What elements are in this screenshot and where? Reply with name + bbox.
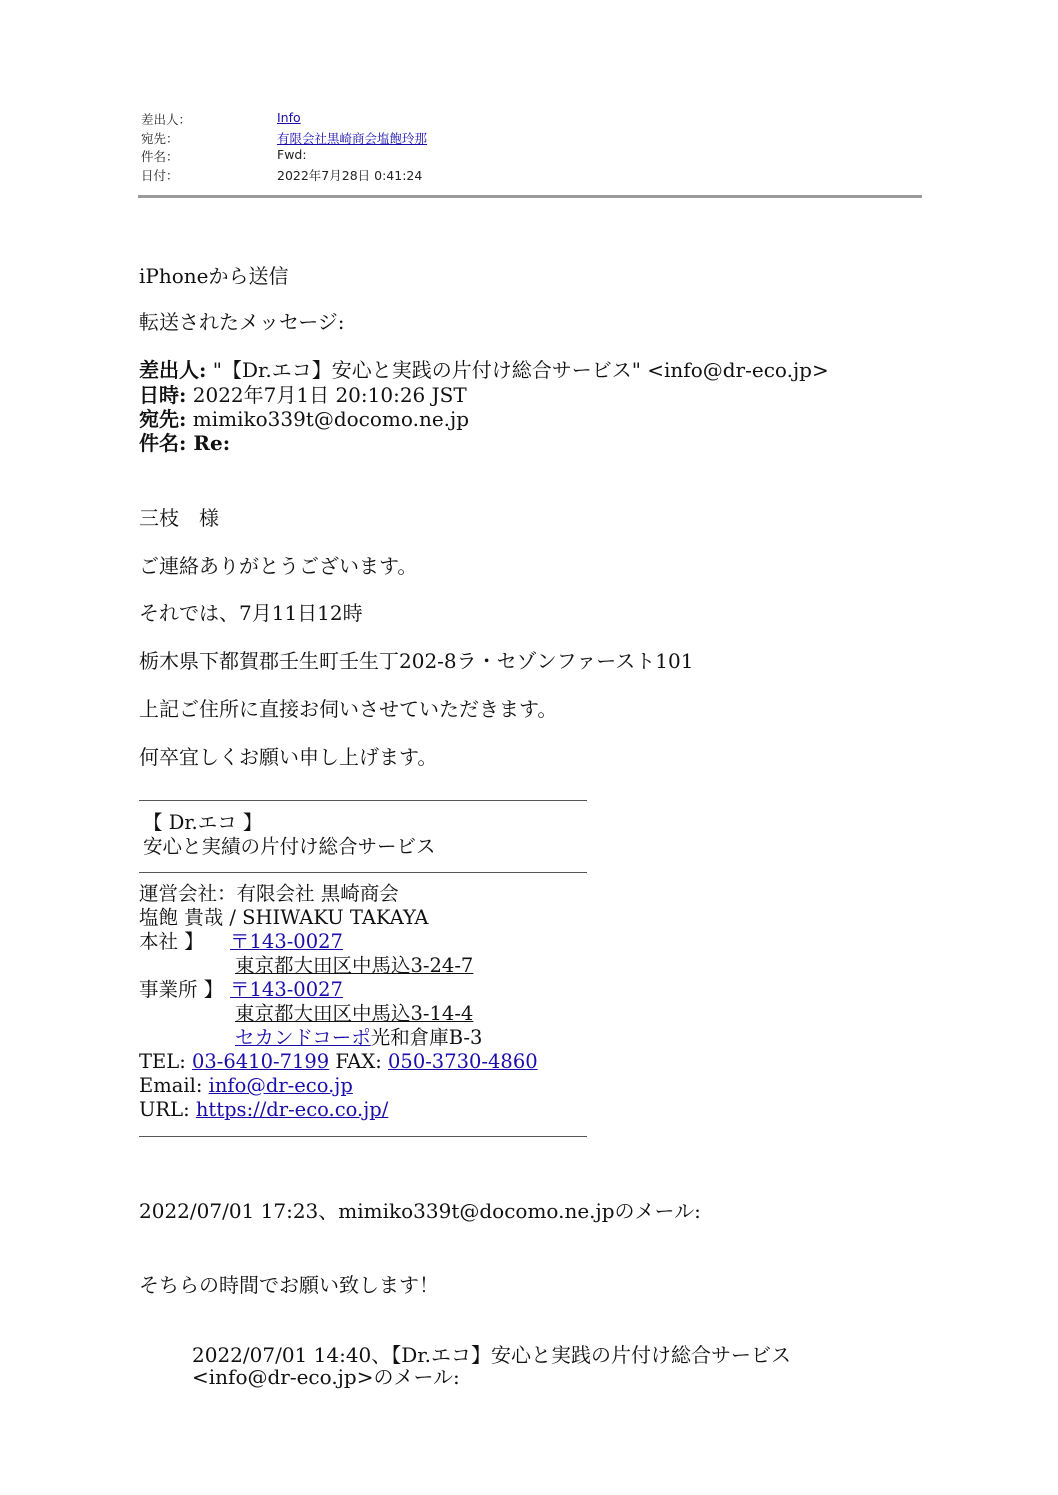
salutation: 三枝 様 <box>139 506 219 530</box>
signature-tel-label: TEL: <box>139 1050 192 1073</box>
signature-url-link[interactable]: https://dr-eco.co.jp/ <box>195 1098 389 1121</box>
body-closing: 何卒宜しくお願い申し上げます。 <box>139 745 438 769</box>
body-thanks: ご連絡ありがとうございます。 <box>139 554 418 578</box>
signature-office-building-link[interactable]: セカンドコーポ <box>235 1026 371 1049</box>
signature-email-line <box>139 1074 353 1098</box>
signature-office-building <box>139 1026 482 1050</box>
signature-office-postal-link[interactable]: 〒143-0027 <box>230 978 343 1001</box>
quote1-header: 2022/07/01 17:23、mimiko339t@docomo.ne.jpのメール: <box>139 1199 701 1223</box>
forwarded-subject-label: 件名: <box>139 431 187 455</box>
signature-phone-line <box>139 1050 538 1074</box>
signature-url-line <box>139 1098 388 1122</box>
forwarded-from-label: 差出人: <box>139 358 207 382</box>
header-subject-label: 件名： <box>141 149 179 164</box>
signature-person: 塩飽 貴哉 / SHIWAKU TAKAYA <box>139 906 429 929</box>
signature-hq-postal-link[interactable]: 〒143-0027 <box>230 930 343 953</box>
forwarded-subject <box>139 427 230 456</box>
signature-bottom-rule <box>139 1136 587 1137</box>
forwarded-date-label: 日時: <box>139 383 187 407</box>
signature-office-label: 事業所 】 <box>139 978 224 1001</box>
signature-email-label: Email: <box>139 1074 209 1097</box>
body-appointment: それでは、7月11日12時 <box>139 601 363 625</box>
signature-fax-label: FAX: <box>329 1050 388 1073</box>
signature-tagline: 安心と実績の片付け総合サービス <box>143 835 436 858</box>
signature-office-address <box>139 1002 473 1026</box>
forwarded-from-value: "【Dr.エコ】安心と実践の片付け総合サービス" <info@dr-eco.jp> <box>206 358 829 382</box>
body-visit: 上記ご住所に直接お伺いさせていただきます。 <box>139 697 558 721</box>
forwarded-to-label: 宛先: <box>139 407 187 431</box>
signature-url-label: URL: <box>139 1098 196 1121</box>
body-address: 栃木県下都賀郡壬生町壬生丁202-8ラ・セゾンファースト101 <box>139 649 694 673</box>
signature-office-address-number: 3-14-4 <box>410 1002 474 1025</box>
signature-email-link[interactable]: info@dr-eco.jp <box>208 1074 353 1097</box>
signature-mid-rule <box>139 872 587 873</box>
header-subject-value: Fwd: <box>277 147 307 162</box>
signature-brand: 【 Dr.エコ 】 <box>143 811 263 834</box>
signature-office-address-prefix: 東京都大田区中馬込 <box>235 1002 411 1025</box>
signature-company: 運営会社：有限会社 黒崎商会 <box>139 882 399 905</box>
header-from-link[interactable]: Info <box>277 110 301 125</box>
header-date-value: 2022年7月28日 0:41:24 <box>277 168 423 183</box>
signature-hq-address-number: 3-24-7 <box>410 954 474 977</box>
header-to-link[interactable]: 有限会社黒崎商会塩飽玲那 <box>277 131 428 146</box>
signature-hq-address-prefix: 東京都大田区中馬込 <box>235 954 411 977</box>
quote1-body: そちらの時間でお願い致します！ <box>139 1273 439 1297</box>
forwarded-message-label: 転送されたメッセージ: <box>139 310 345 334</box>
signature-top-rule <box>139 800 587 801</box>
forwarded-date-value: 2022年7月1日 20:10:26 JST <box>186 383 467 407</box>
signature-hq-label: 本社 】 <box>139 930 204 953</box>
header-from-label: 差出人： <box>141 112 192 127</box>
header-to-label: 宛先： <box>141 131 179 146</box>
signature-tel-link[interactable]: 03-6410-7199 <box>191 1050 330 1073</box>
signature-hq-address <box>139 954 473 978</box>
forwarded-to-value: mimiko339t@docomo.ne.jp <box>186 407 470 431</box>
forwarded-subject-value: Re: <box>186 431 231 455</box>
header-date-label: 日付： <box>141 168 179 183</box>
signature-fax-link[interactable]: 050-3730-4860 <box>388 1050 538 1073</box>
header-divider <box>138 195 922 198</box>
sent-from-iphone: iPhoneから送信 <box>139 264 289 288</box>
signature-office-building-rest: 光和倉庫B-3 <box>370 1026 483 1049</box>
quote2-header-line2: <info@dr-eco.jp>のメール: <box>192 1365 460 1389</box>
quote2-header-line1: 2022/07/01 14:40、【Dr.エコ】安心と実践の片付け総合サービス <box>192 1343 792 1367</box>
